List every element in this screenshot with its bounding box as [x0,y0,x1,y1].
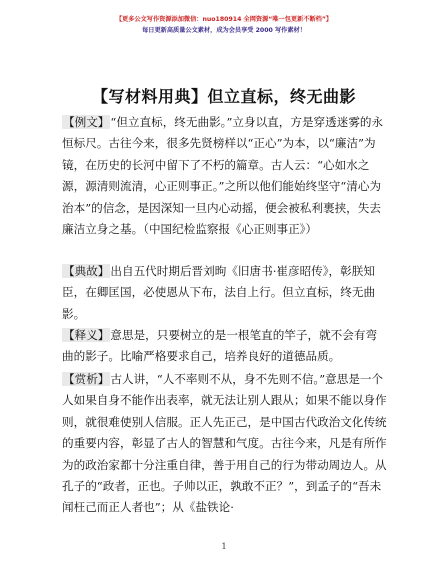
section-tag-definition: 【释义】 [63,328,110,342]
section-definition [62,325,388,368]
banner-line-2: 每日更新高质量公文素材，成为会员享受 2000 写作素材！ [142,27,306,34]
section-example [62,112,388,240]
page-number: 1 [221,542,227,551]
section-tag-example: 【例文】 [63,115,110,129]
section-text-definition: 意思是，只要树立的是一根笔直的竿子，就不会有弯曲的影子。比喻严格要求自己，培养良好的道德品质。 [62,328,378,364]
section-allusion [62,261,388,325]
section-text-allusion: 出自五代时期后晋刘昫《旧唐书·崔彦昭传》，彰朕知臣，在卿匡国，必使恩从下布，法自上行。但立直标，终无曲影。 [62,264,376,321]
section-text-appreciation: 古人讲，“人不率则不从，身不先则不信。”意思是一个人如果自身不能作出表率，就无法让别人跟从；如果不能以身作则，就很难使别人信服。正人先正己，是中国古代政治文化传统的重要内容，彰显了古人的智慧和气度。古往今来，凡是有所作为的政治家都十分注重自律，善于用自己的行为带动周边人。从孔子的“政者，正也。子帅以正，孰敢不正？”，到孟子的“吾未闻枉己而正人者也”；从《盐铁论· [62,372,387,515]
banner-line-1: 【更多公文写作资源添加微信：nuo180914 全网资源“唯一包更新不断档”】 [115,16,333,23]
section-tag-appreciation: 【赏析】 [63,372,110,386]
section-text-example: “但立直标，终无曲影。”立身以直，方是穿透迷雾的永恒标尺。古往今来，很多先贤榜样以“正心”为本，以“廉洁”为镜，在历史的长河中留下了不朽的篇章。古人云：“心如水之源，源清则流清，心正则事正。”之所以他们能始终坚守“清心为治本”的信念，是因深知一旦内心动摇，便会被私利裹挟，失去廉洁立身之基。（中国纪检监察报《心正则事正》） [62,115,384,237]
document-title: 【写材料用典】但立直标，终无曲影 [91,87,356,106]
header-banner [108,14,340,36]
section-tag-allusion: 【典故】 [63,264,110,278]
section-appreciation [62,369,388,519]
